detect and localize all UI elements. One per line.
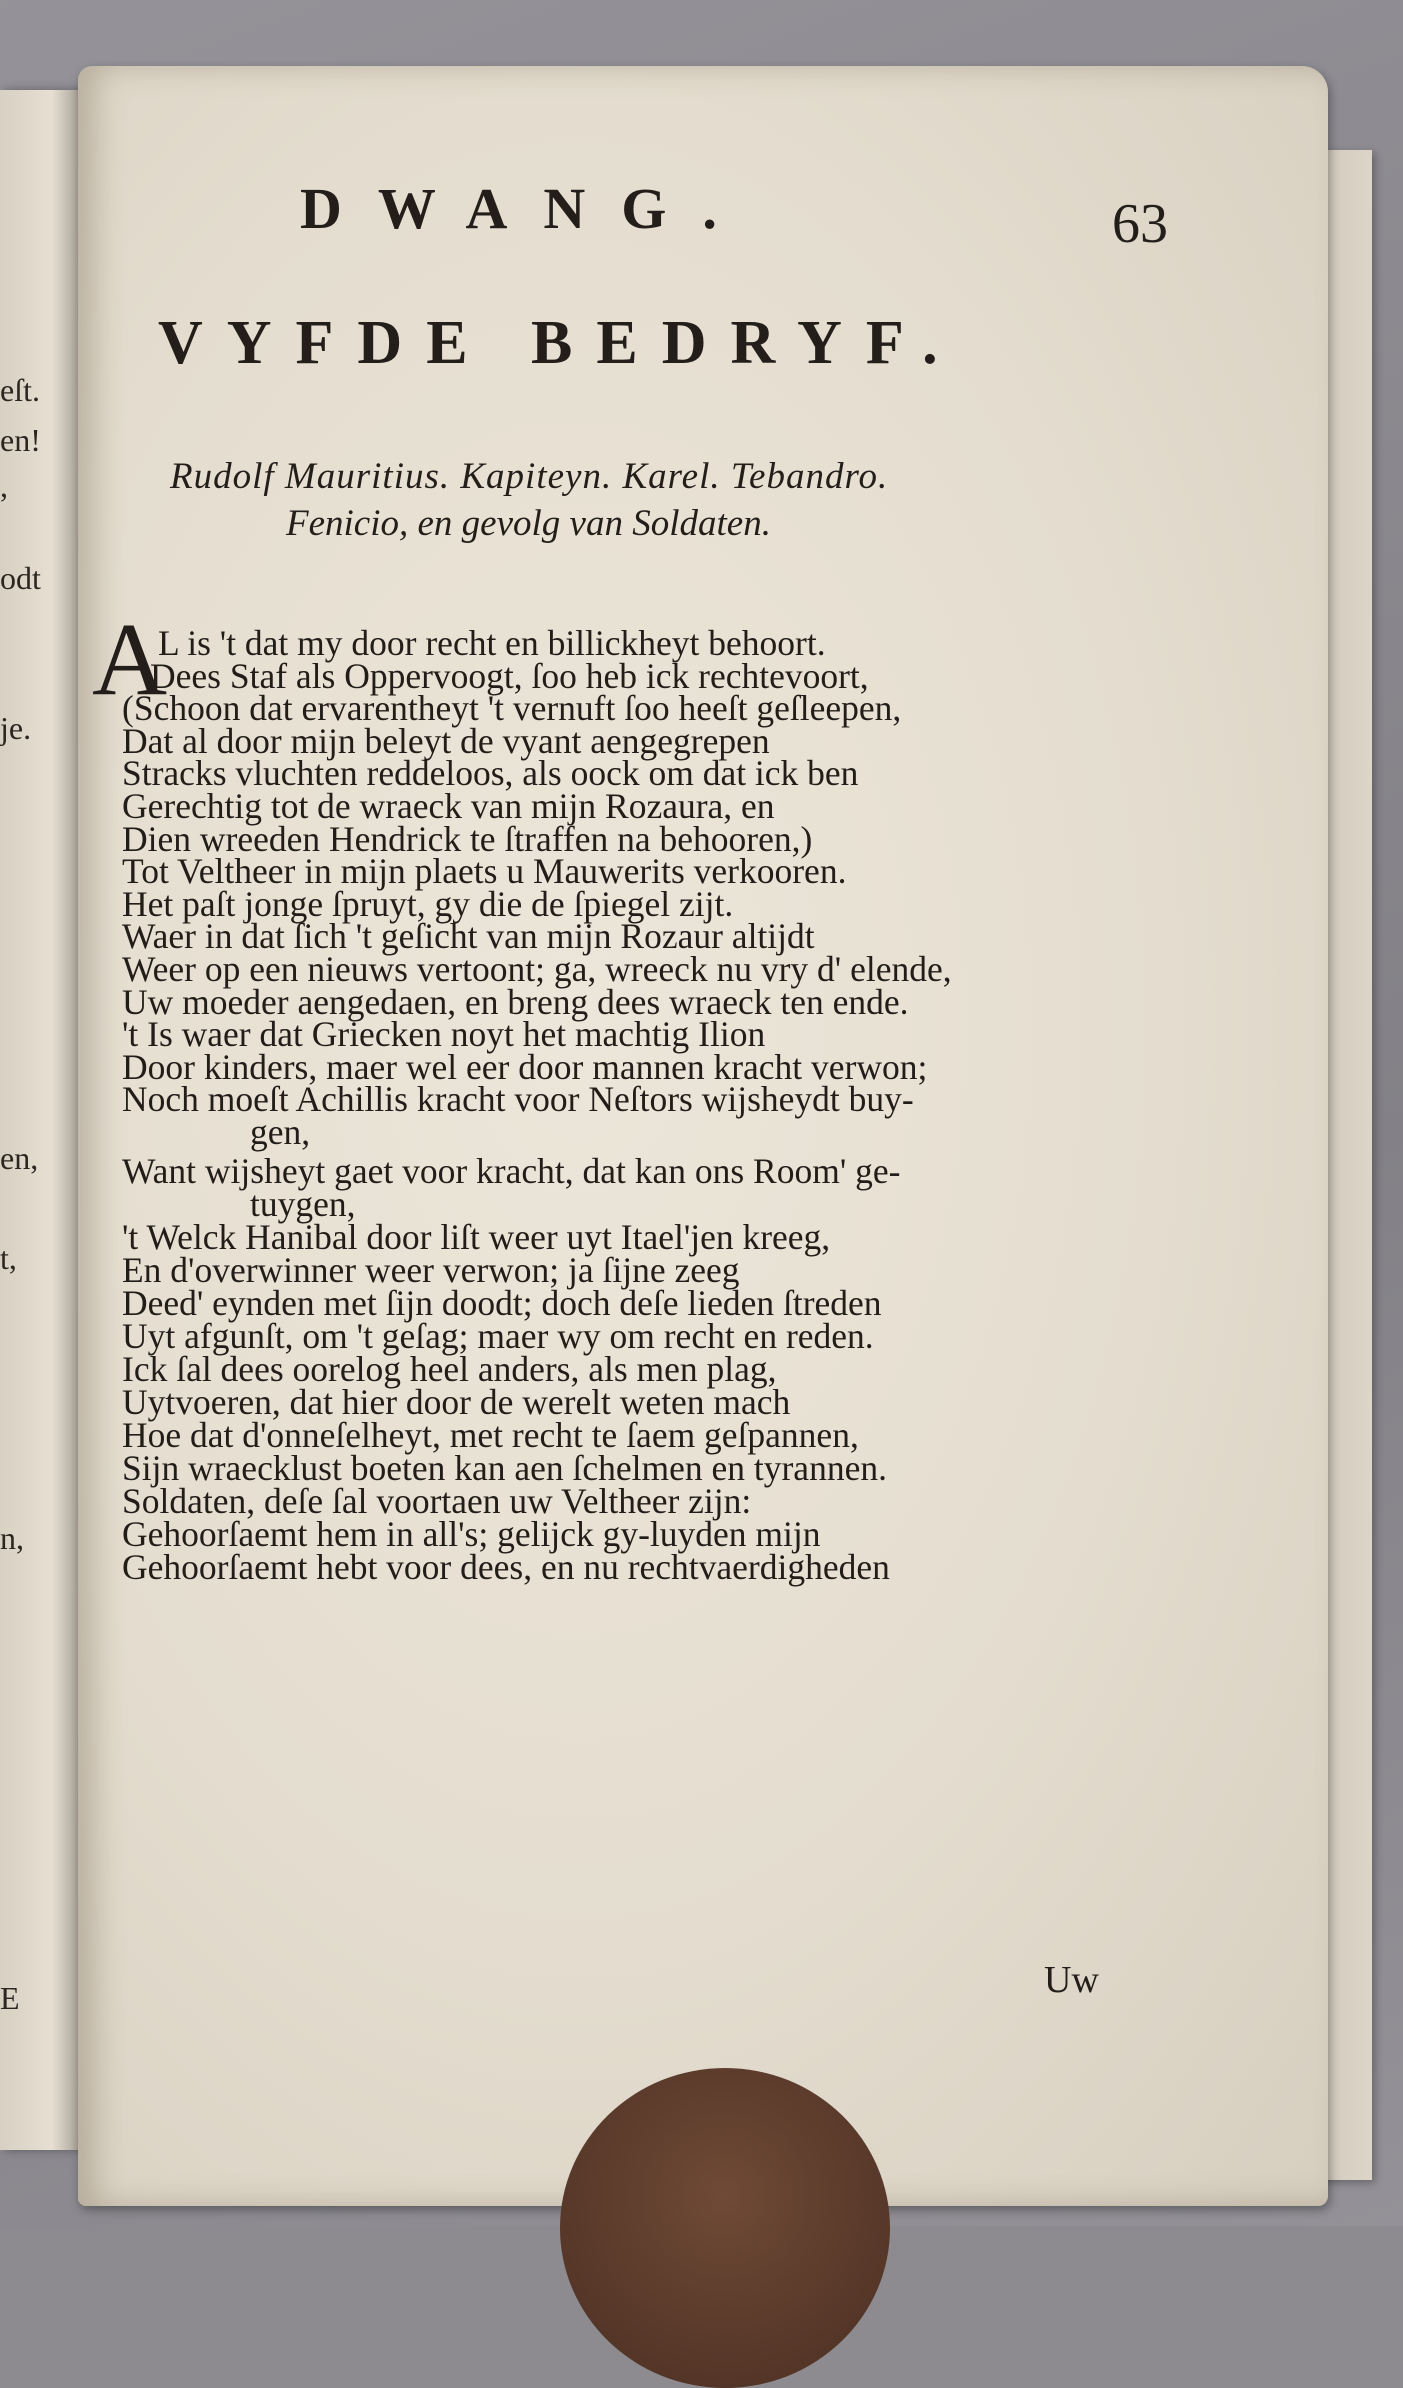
running-head: DWANG. [300,176,753,241]
catchword: Uw [1044,1959,1099,2001]
act-title: VYFDE BEDRYF. [158,309,962,377]
left-page-fragment: , [0,468,8,504]
drop-cap: A [92,602,168,717]
verse-line: gen, [250,1112,311,1152]
verse-line: 't Welck Hanibal door liſt weer uyt Itael'jen kreeg, [122,1216,831,1257]
verse-line: Soldaten, deſe ſal voortaen uw Veltheer zijn: [122,1480,752,1521]
left-page-fragment: t, [0,1240,17,1276]
left-page-fragment: je. [0,710,32,746]
verse-line: En d'overwinner weer verwon; ja ſijne zeeg [122,1249,740,1290]
page-number: 63 [1112,193,1168,255]
verse-line: Noch moeſt Achillis kracht voor Neſtors wijsheydt buy- [122,1079,914,1120]
cast-list-line-2: Fenicio, en gevolg van Soldaten. [286,503,771,544]
verse-line: Uyt afgunſt, om 't geſag; maer wy om recht en reden. [122,1315,874,1356]
verse-line: Waer in dat ſich 't geſicht van mijn Rozaur altijdt [122,916,815,957]
verse-line: Hoe dat d'onneſelheyt, met recht te ſaem geſpannen, [122,1414,859,1455]
verse-line: Uw moeder aengedaen, en breng dees wraeck ten ende. [122,981,909,1022]
verse-line: Dien wreeden Hendrick te ſtraffen na behooren,) [122,818,813,859]
left-page-fragment: n, [0,1520,24,1556]
verse-line: Uytvoeren, dat hier door de werelt weten mach [122,1381,791,1422]
verse-line: Dees Staf als Oppervoogt, ſoo heb ick rechtevoort, [150,655,869,696]
verse-line: Deed' eynden met ſijn doodt; doch deſe lieden ſtreden [122,1282,882,1323]
left-page-fragment: E [0,1980,20,2016]
verse-line: Tot Veltheer in mijn plaets u Mauwerits verkooren. [122,851,847,892]
thumb [560,2068,890,2388]
verse-line: Ick ſal dees oorelog heel anders, als men plag, [122,1348,777,1389]
verse-line: Weer op een nieuws vertoont; ga, wreeck nu vry d' elende, [122,949,952,989]
verse-line: (Schoon dat ervarentheyt 't vernuft ſoo heeſt geſleepen, [122,688,902,729]
left-page-fragment: eſt. [0,372,40,408]
verse-line: Door kinders, maer wel eer door mannen kracht verwon; [122,1046,928,1087]
left-page-edge [0,90,86,2150]
verse-line: tuygen, [250,1183,356,1224]
verse-line: Het paſt jonge ſpruyt, gy die de ſpiegel zijt. [122,883,734,924]
verse-line: Want wijsheyt gaet voor kracht, dat kan ons Room' ge- [122,1150,901,1191]
verse-line: L is 't dat my door recht en billickheyt behoort. [158,623,826,663]
verse-line: Stracks vluchten reddeloos, als oock om dat ick ben [122,753,859,794]
cast-list-line-1: Rudolf Mauritius. Kapiteyn. Karel. Tebandro. [170,456,889,497]
left-page-fragment: en, [0,1140,39,1176]
left-page-fragment: odt [0,560,41,596]
verse-line: Gerechtig tot de wraeck van mijn Rozaura, en [122,786,775,826]
verse-line: Dat al door mijn beleyt de vyant aengegrepen [122,720,770,761]
verse-line: Gehoorſaemt hem in all's; gelijck gy-luyden mijn [122,1513,821,1554]
verse-line: Gehoorſaemt hebt voor dees, en nu rechtvaerdigheden [122,1546,890,1587]
verse-line: 't Is waer dat Griecken noyt het machtig Ilion [122,1014,766,1055]
verse-line: Sijn wraecklust boeten kan aen ſchelmen en tyrannen. [122,1447,887,1488]
left-page-fragment: en! [0,422,41,458]
